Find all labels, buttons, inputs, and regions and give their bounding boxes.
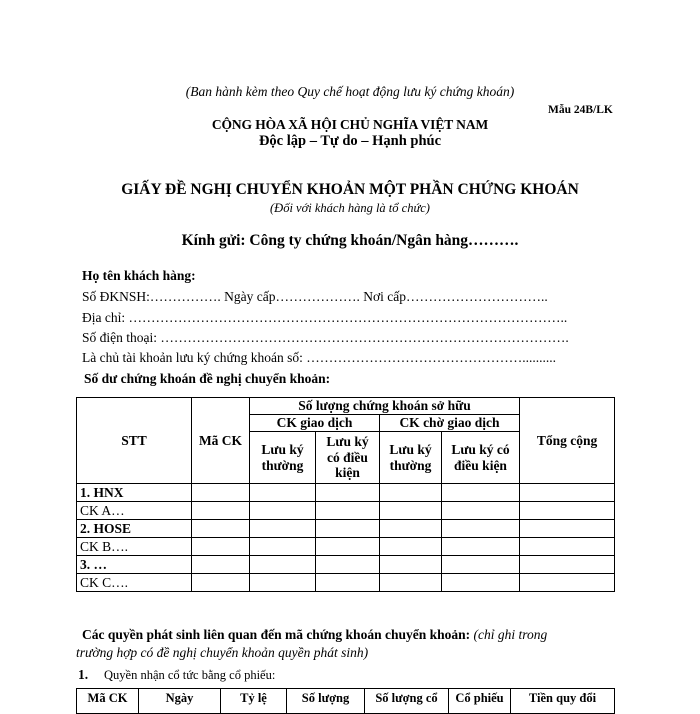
rights-table bbox=[76, 688, 615, 714]
col-pending: CK chờ giao dịch bbox=[380, 415, 520, 432]
table-cell[interactable] bbox=[520, 538, 615, 556]
issued-note: (Ban hành kèm theo Quy chế hoạt động lưu ký chứng khoán) bbox=[185, 84, 515, 99]
rights-item-number: 1. bbox=[78, 667, 89, 682]
holdings-table bbox=[76, 397, 615, 592]
col-free-custody: Lưu ký thường bbox=[250, 432, 316, 484]
table-cell[interactable] bbox=[520, 502, 615, 520]
col-restricted-custody-pending: Lưu ký có điều kiện bbox=[442, 432, 520, 484]
stock-row bbox=[77, 574, 615, 592]
rights-heading bbox=[82, 627, 547, 643]
table-cell[interactable] bbox=[316, 538, 380, 556]
rights-col-header: Số lượng cổ bbox=[365, 689, 449, 714]
rights-col-header: Tỷ lệ bbox=[221, 689, 287, 714]
table-cell[interactable] bbox=[442, 556, 520, 574]
form-title: GIẤY ĐỀ NGHỊ CHUYỂN KHOẢN MỘT PHẦN CHỨNG KHOÁN bbox=[121, 181, 579, 198]
table-cell[interactable] bbox=[442, 484, 520, 502]
exchange-group-row bbox=[77, 484, 615, 502]
table-cell[interactable] bbox=[192, 502, 250, 520]
national-motto: Độc lập – Tự do – Hạnh phúc bbox=[258, 133, 442, 149]
rights-item-text: Quyền nhận cổ tức bằng cổ phiếu: bbox=[104, 668, 276, 682]
table-cell[interactable] bbox=[192, 484, 250, 502]
col-restricted-custody: Lưu ký có điều kiện bbox=[316, 432, 380, 484]
table-cell[interactable] bbox=[442, 538, 520, 556]
stock-label: CK B…. bbox=[77, 538, 192, 556]
table-cell[interactable] bbox=[380, 484, 442, 502]
rights-col-header: Cổ phiếu bbox=[449, 689, 511, 714]
balance-heading: Số dư chứng khoán đề nghị chuyển khoản: bbox=[84, 371, 331, 386]
exchange-group-row bbox=[77, 520, 615, 538]
table-cell[interactable] bbox=[192, 520, 250, 538]
stock-row bbox=[77, 502, 615, 520]
address-line: Địa chỉ: …………………………………………………………………………………….. bbox=[82, 310, 568, 325]
table-cell[interactable] bbox=[520, 574, 615, 592]
registration-line: Số ĐKNSH:……………. Ngày cấp………………. Nơi cấp………………………….. bbox=[82, 289, 548, 304]
table-cell[interactable] bbox=[316, 484, 380, 502]
rights-col-header: Ngày bbox=[139, 689, 221, 714]
country-name: CỘNG HÒA XÃ HỘI CHỦ NGHĨA VIỆT NAM bbox=[211, 117, 489, 132]
stock-label: CK A… bbox=[77, 502, 192, 520]
account-line: Là chủ tài khoản lưu ký chứng khoán số: ………………………………………….......... bbox=[82, 350, 556, 365]
table-cell[interactable] bbox=[380, 556, 442, 574]
table-cell[interactable] bbox=[380, 520, 442, 538]
table-cell[interactable] bbox=[250, 484, 316, 502]
table-cell[interactable] bbox=[520, 484, 615, 502]
exchange-label: 3. … bbox=[77, 556, 192, 574]
col-free-custody-pending: Lưu ký thường bbox=[380, 432, 442, 484]
table-cell[interactable] bbox=[192, 574, 250, 592]
table-cell[interactable] bbox=[250, 574, 316, 592]
form-code: Mẫu 24B/LK bbox=[548, 104, 613, 116]
table-cell[interactable] bbox=[316, 502, 380, 520]
customer-name-label: Họ tên khách hàng: bbox=[82, 268, 196, 283]
col-stt: STT bbox=[77, 398, 192, 484]
table-cell[interactable] bbox=[316, 520, 380, 538]
table-cell[interactable] bbox=[250, 502, 316, 520]
table-cell[interactable] bbox=[380, 538, 442, 556]
table-cell[interactable] bbox=[250, 556, 316, 574]
table-cell[interactable] bbox=[442, 520, 520, 538]
addressee: Kính gửi: Công ty chứng khoán/Ngân hàng………. bbox=[181, 232, 519, 249]
rights-heading-bold: Các quyền phát sinh liên quan đến mã chứng khoán chuyển khoản: bbox=[82, 627, 471, 642]
exchange-label: 1. HNX bbox=[77, 484, 192, 502]
table-cell[interactable] bbox=[442, 502, 520, 520]
col-stock-code: Mã CK bbox=[192, 398, 250, 484]
col-traded: CK giao dịch bbox=[250, 415, 380, 432]
phone-line: Số điện thoại: ………………………………………………………………………………. bbox=[82, 330, 569, 345]
table-cell[interactable] bbox=[192, 556, 250, 574]
table-cell[interactable] bbox=[192, 538, 250, 556]
exchange-label: 2. HOSE bbox=[77, 520, 192, 538]
rights-col-header: Mã CK bbox=[77, 689, 139, 714]
table-cell[interactable] bbox=[442, 574, 520, 592]
form-subtitle: (Đối với khách hàng là tổ chức) bbox=[270, 201, 430, 215]
stock-row bbox=[77, 538, 615, 556]
stock-label: CK C…. bbox=[77, 574, 192, 592]
rights-col-header: Số lượng bbox=[287, 689, 365, 714]
table-cell[interactable] bbox=[316, 574, 380, 592]
col-total: Tổng cộng bbox=[520, 398, 615, 484]
table-cell[interactable] bbox=[250, 520, 316, 538]
table-cell[interactable] bbox=[316, 556, 380, 574]
table-cell[interactable] bbox=[380, 574, 442, 592]
table-cell[interactable] bbox=[520, 520, 615, 538]
table-cell[interactable] bbox=[380, 502, 442, 520]
rights-col-header: Tiền quy đổi bbox=[511, 689, 615, 714]
rights-heading-italic: (chỉ ghi trong bbox=[473, 627, 548, 642]
rights-heading-italic-cont: trường hợp có đề nghị chuyển khoản quyền phát sinh) bbox=[76, 645, 369, 660]
col-owned-quantity: Số lượng chứng khoán sở hữu bbox=[250, 398, 520, 415]
exchange-group-row bbox=[77, 556, 615, 574]
table-cell[interactable] bbox=[520, 556, 615, 574]
table-cell[interactable] bbox=[250, 538, 316, 556]
